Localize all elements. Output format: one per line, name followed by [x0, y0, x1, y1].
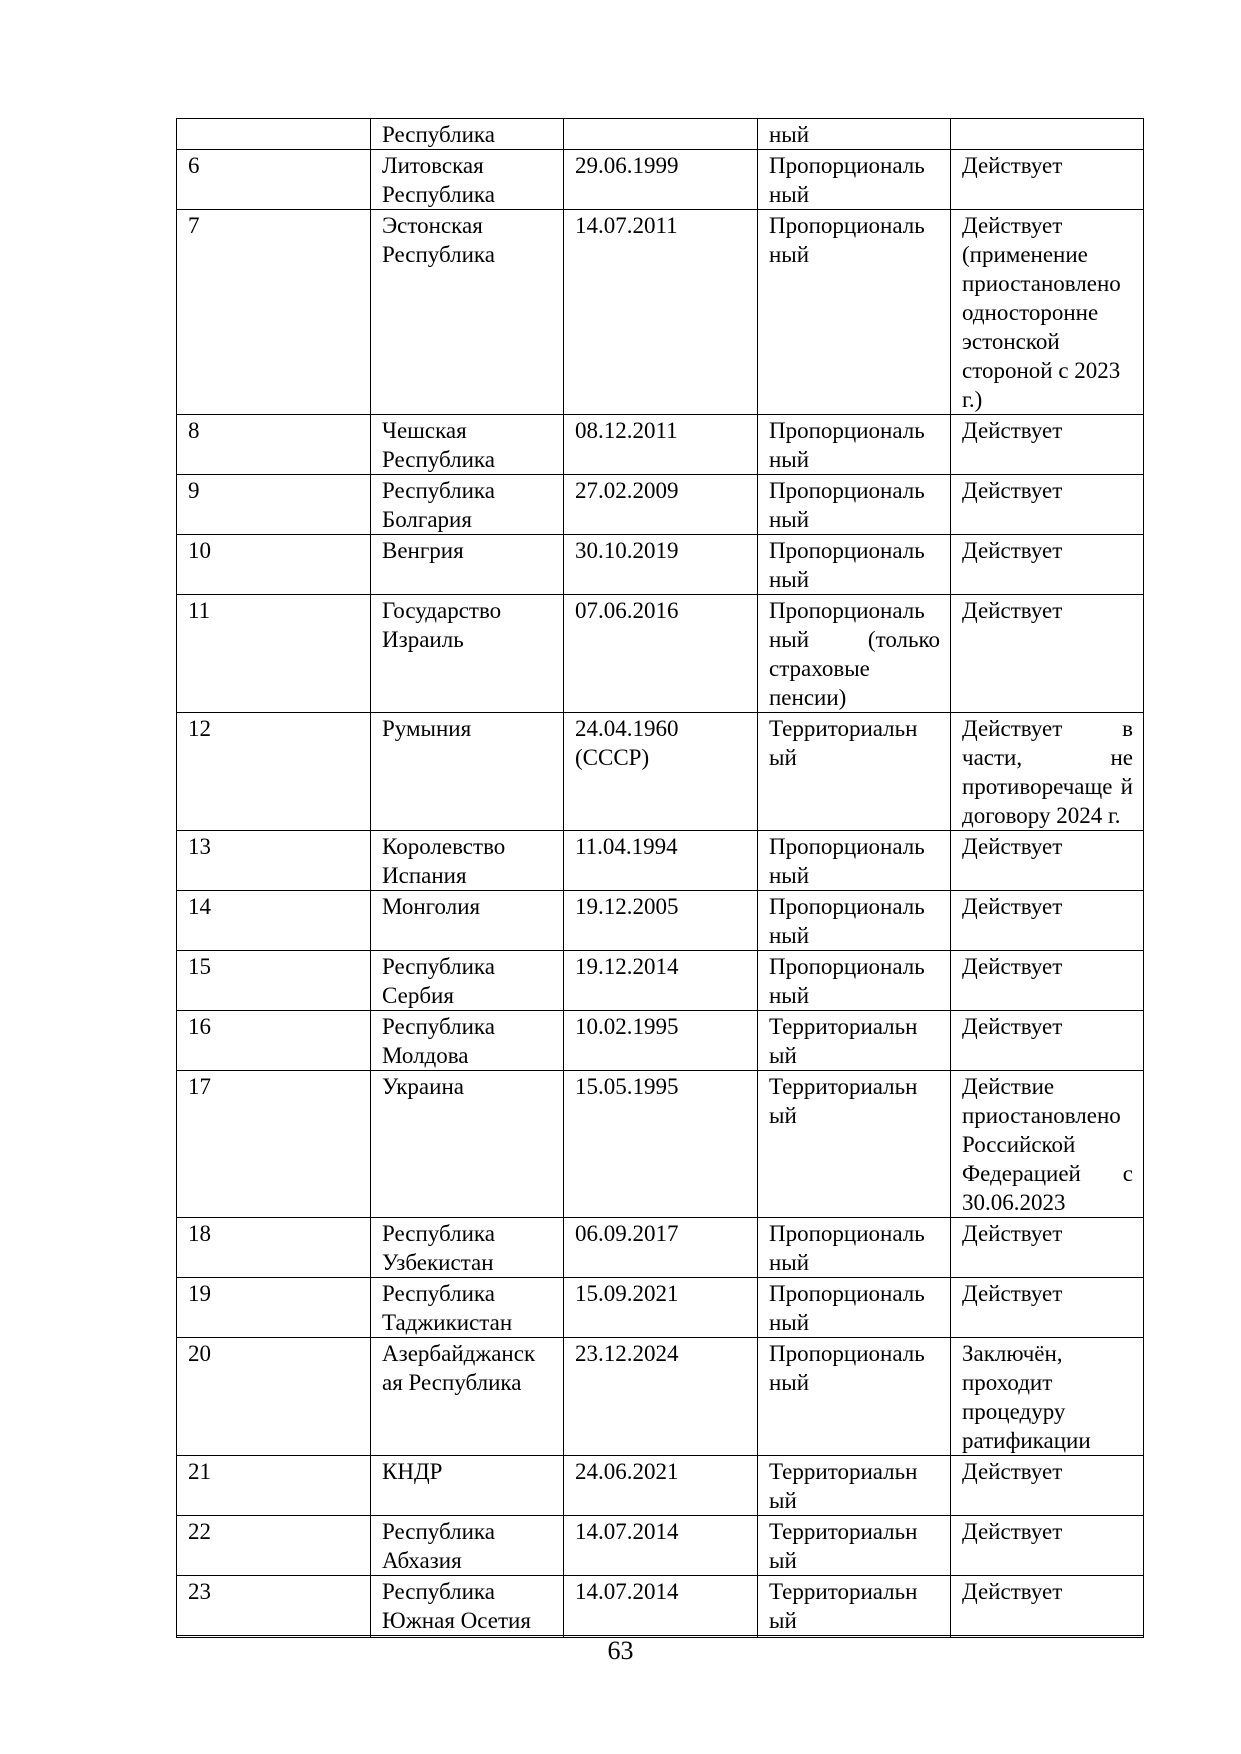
cell-type: Пропорциональ ный [758, 1218, 951, 1278]
page-number: 63 [607, 1636, 634, 1665]
cell-country: Чешская Республика [371, 415, 564, 475]
cell-number: 18 [177, 1218, 371, 1278]
cell-type: Пропорциональ ный (только страховые пенсии) [758, 595, 951, 713]
cell-status: Действует [951, 150, 1144, 210]
agreements-table [176, 118, 1144, 1638]
cell-date: 14.07.2014 [564, 1576, 758, 1636]
table-row [177, 951, 1144, 1011]
table-row [177, 1218, 1144, 1278]
cell-country: Эстонская Республика [371, 210, 564, 415]
cell-number: 9 [177, 475, 371, 535]
cell-number [177, 119, 371, 150]
cell-country: КНДР [371, 1456, 564, 1516]
cell-type: Пропорциональ ный [758, 951, 951, 1011]
table-row [177, 1338, 1144, 1456]
table-row [177, 1516, 1144, 1576]
cell-date: 30.10.2019 [564, 535, 758, 595]
cell-status: Действует [951, 951, 1144, 1011]
cell-status: Действует [951, 415, 1144, 475]
cell-type: Пропорциональ ный [758, 415, 951, 475]
cell-status: Действует [951, 1218, 1144, 1278]
cell-number: 16 [177, 1011, 371, 1071]
cell-date: 29.06.1999 [564, 150, 758, 210]
cell-number: 20 [177, 1338, 371, 1456]
cell-date: 24.06.2021 [564, 1456, 758, 1516]
cell-date: 19.12.2005 [564, 891, 758, 951]
agreements-table-body [177, 119, 1144, 1638]
cell-date: 19.12.2014 [564, 951, 758, 1011]
table-row [177, 1011, 1144, 1071]
cell-status: Действует [951, 1456, 1144, 1516]
table-row [177, 475, 1144, 535]
cell-type: Территориальн ый [758, 1516, 951, 1576]
cell-type: Пропорциональ ный [758, 1338, 951, 1456]
cell-country: Азербайджанск ая Республика [371, 1338, 564, 1456]
cell-type: Территориальн ый [758, 713, 951, 831]
cell-number: 7 [177, 210, 371, 415]
cell-country: Румыния [371, 713, 564, 831]
cell-type: Пропорциональ ный [758, 150, 951, 210]
cell-type: ный [758, 119, 951, 150]
cell-date: 24.04.1960 (СССР) [564, 713, 758, 831]
table-row [177, 1576, 1144, 1636]
cell-date: 06.09.2017 [564, 1218, 758, 1278]
cell-number: 22 [177, 1516, 371, 1576]
cell-country: Республика Абхазия [371, 1516, 564, 1576]
cell-type: Пропорциональ ный [758, 535, 951, 595]
cell-country: Республика [371, 119, 564, 150]
cell-status: Действует [951, 831, 1144, 891]
table-row [177, 891, 1144, 951]
cell-type: Пропорциональ ный [758, 475, 951, 535]
cell-status [951, 119, 1144, 150]
cell-date: 10.02.1995 [564, 1011, 758, 1071]
cell-status: Действует (применение приостановлено односторонне эстонской стороной с 2023 г.) [951, 210, 1144, 415]
cell-number: 21 [177, 1456, 371, 1516]
cell-date: 23.12.2024 [564, 1338, 758, 1456]
cell-number: 12 [177, 713, 371, 831]
table-row [177, 210, 1144, 415]
table-row [177, 150, 1144, 210]
table-row [177, 595, 1144, 713]
cell-number: 11 [177, 595, 371, 713]
cell-country: Республика Узбекистан [371, 1218, 564, 1278]
cell-status: Действует в части, не противоречаще й договору 2024 г. [951, 713, 1144, 831]
cell-country: Литовская Республика [371, 150, 564, 210]
table-row [177, 1278, 1144, 1338]
cell-country: Украина [371, 1071, 564, 1218]
cell-status: Действует [951, 891, 1144, 951]
cell-date: 15.09.2021 [564, 1278, 758, 1338]
cell-date: 27.02.2009 [564, 475, 758, 535]
cell-type: Территориальн ый [758, 1071, 951, 1218]
cell-country: Королевство Испания [371, 831, 564, 891]
cell-number: 13 [177, 831, 371, 891]
cell-type: Территориальн ый [758, 1456, 951, 1516]
cell-type: Территориальн ый [758, 1576, 951, 1636]
cell-number: 15 [177, 951, 371, 1011]
cell-country: Республика Таджикистан [371, 1278, 564, 1338]
cell-country: Республика Сербия [371, 951, 564, 1011]
cell-date: 07.06.2016 [564, 595, 758, 713]
cell-date: 08.12.2011 [564, 415, 758, 475]
cell-country: Венгрия [371, 535, 564, 595]
cell-date: 14.07.2011 [564, 210, 758, 415]
table-row [177, 119, 1144, 150]
cell-status: Действует [951, 1011, 1144, 1071]
table-row [177, 831, 1144, 891]
cell-number: 19 [177, 1278, 371, 1338]
cell-number: 23 [177, 1576, 371, 1636]
table-row [177, 1456, 1144, 1516]
cell-type: Пропорциональ ный [758, 891, 951, 951]
cell-status: Действует [951, 1576, 1144, 1636]
cell-number: 10 [177, 535, 371, 595]
cell-type: Пропорциональ ный [758, 1278, 951, 1338]
cell-status: Заключён, проходит процедуру ратификации [951, 1338, 1144, 1456]
cell-status: Действие приостановлено Российской Федерацией с 30.06.2023 [951, 1071, 1144, 1218]
cell-date [564, 119, 758, 150]
cell-country: Монголия [371, 891, 564, 951]
table-row [177, 1071, 1144, 1218]
cell-date: 14.07.2014 [564, 1516, 758, 1576]
cell-country: Республика Болгария [371, 475, 564, 535]
cell-status: Действует [951, 1278, 1144, 1338]
table-row [177, 713, 1144, 831]
cell-country: Государство Израиль [371, 595, 564, 713]
cell-country: Республика Южная Осетия [371, 1576, 564, 1636]
cell-date: 15.05.1995 [564, 1071, 758, 1218]
cell-type: Пропорциональ ный [758, 831, 951, 891]
cell-status: Действует [951, 595, 1144, 713]
cell-status: Действует [951, 1516, 1144, 1576]
cell-date: 11.04.1994 [564, 831, 758, 891]
cell-number: 14 [177, 891, 371, 951]
cell-type: Территориальн ый [758, 1011, 951, 1071]
cell-status: Действует [951, 535, 1144, 595]
table-row [177, 535, 1144, 595]
cell-country: Республика Молдова [371, 1011, 564, 1071]
cell-number: 6 [177, 150, 371, 210]
cell-number: 17 [177, 1071, 371, 1218]
table-row [177, 415, 1144, 475]
cell-number: 8 [177, 415, 371, 475]
cell-type: Пропорциональ ный [758, 210, 951, 415]
cell-status: Действует [951, 475, 1144, 535]
